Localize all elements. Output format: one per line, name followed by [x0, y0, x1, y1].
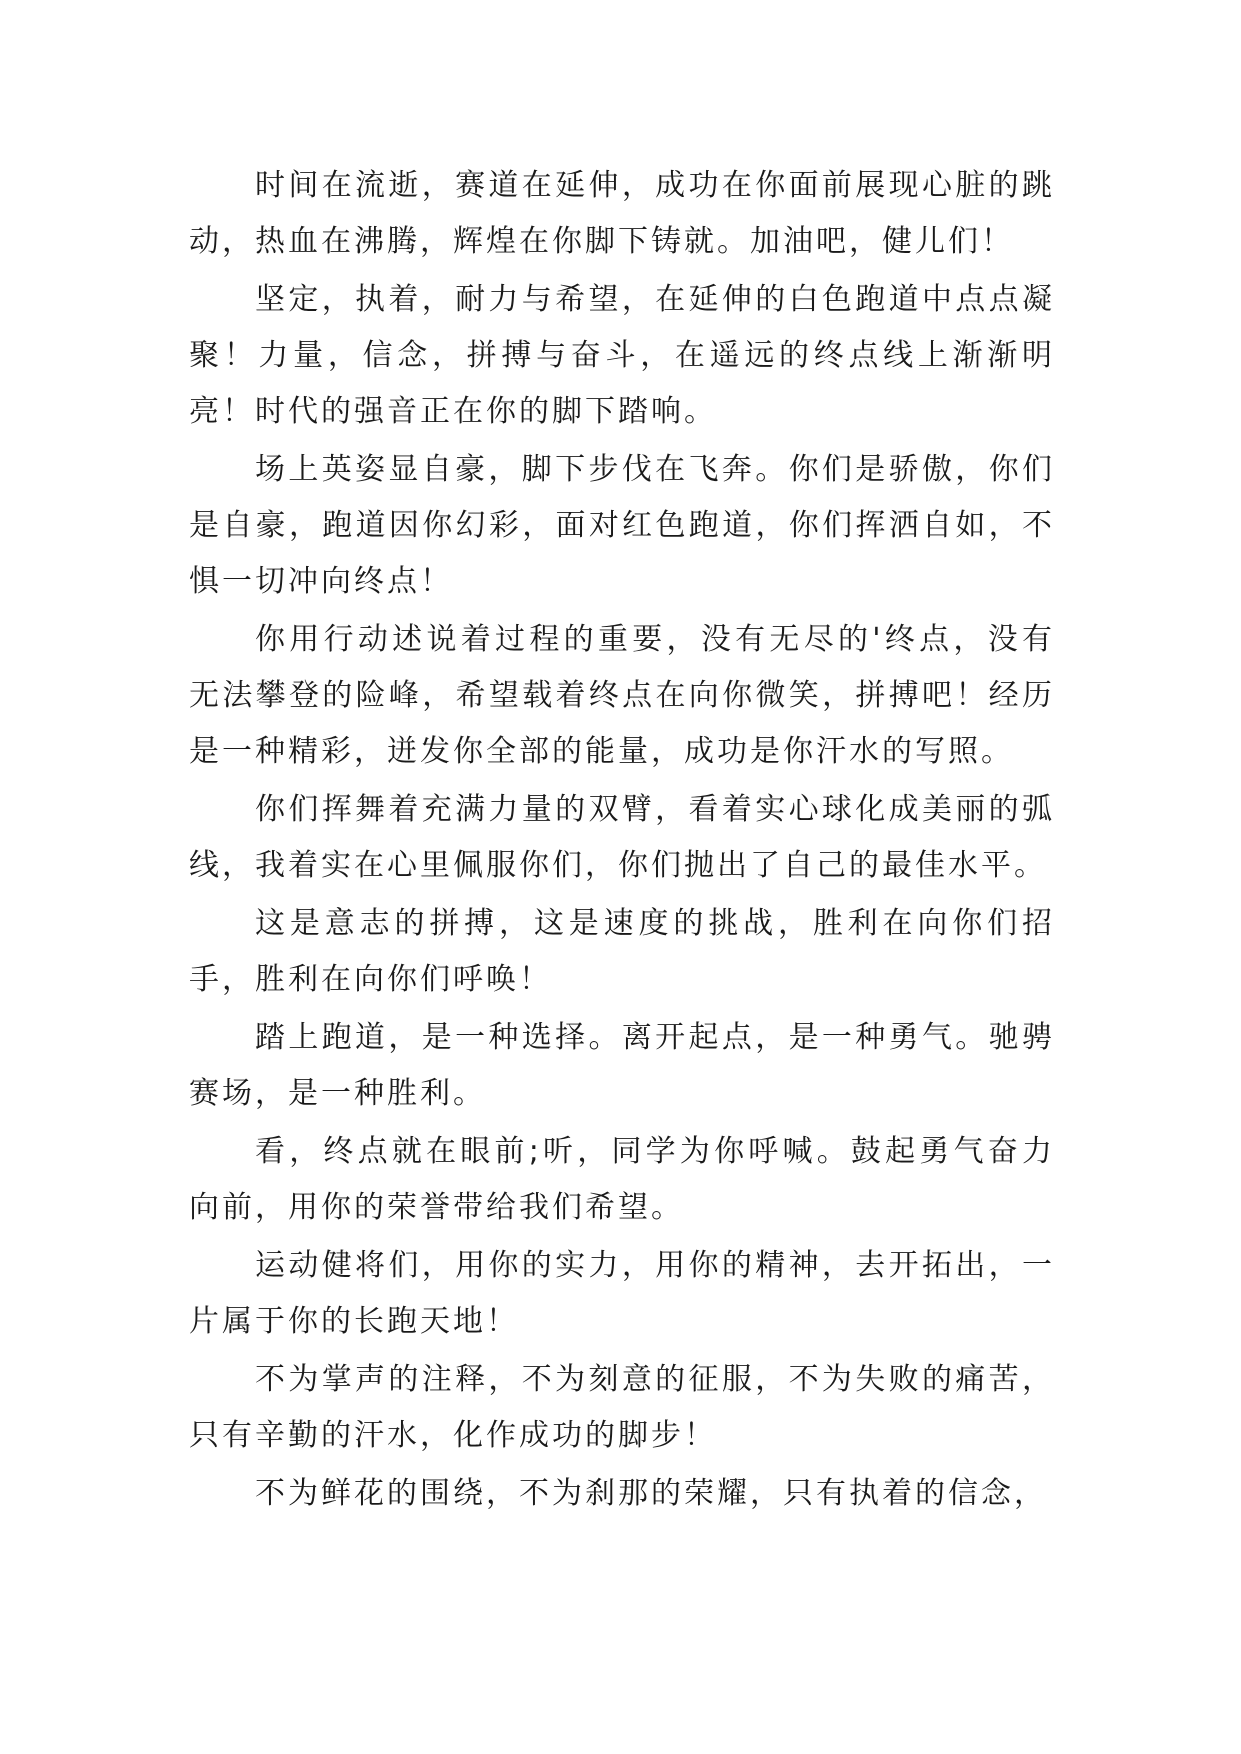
paragraph: 看，终点就在眼前;听，同学为你呼喊。鼓起勇气奋力向前，用你的荣誉带给我们希望。 [189, 1134, 1055, 1225]
paragraph: 时间在流逝，赛道在延伸，成功在你面前展现心脏的跳动，热血在沸腾，辉煌在你脚下铸就。加油吧，健儿们！ [189, 168, 1055, 259]
paragraph: 踏上跑道，是一种选择。离开起点，是一种勇气。驰骋赛场，是一种胜利。 [189, 1020, 1055, 1111]
paragraph: 场上英姿显自豪，脚下步伐在飞奔。你们是骄傲，你们是自豪，跑道因你幻彩，面对红色跑道，你们挥洒自如，不惧一切冲向终点！ [189, 452, 1055, 599]
paragraph: 运动健将们，用你的实力，用你的精神，去开拓出，一片属于你的长跑天地！ [189, 1248, 1055, 1339]
paragraph: 这是意志的拼搏，这是速度的挑战，胜利在向你们招手，胜利在向你们呼唤！ [189, 906, 1055, 997]
document-body [189, 158, 1055, 1524]
paragraph: 不为鲜花的围绕，不为刹那的荣耀，只有执着的信念， [255, 1476, 1047, 1511]
paragraph: 不为掌声的注释，不为刻意的征服，不为失败的痛苦，只有辛勤的汗水，化作成功的脚步！ [189, 1362, 1055, 1453]
paragraph: 你们挥舞着充满力量的双臂，看着实心球化成美丽的弧线，我着实在心里佩服你们，你们抛出了自己的最佳水平。 [189, 792, 1055, 883]
paragraph: 你用行动述说着过程的重要，没有无尽的'终点，没有无法攀登的险峰，希望载着终点在向你微笑，拼搏吧！经历是一种精彩，迸发你全部的能量，成功是你汗水的写照。 [189, 622, 1055, 769]
paragraph: 坚定，执着，耐力与希望，在延伸的白色跑道中点点凝聚！力量，信念，拼搏与奋斗，在遥远的终点线上渐渐明亮！时代的强音正在你的脚下踏响。 [189, 282, 1055, 429]
